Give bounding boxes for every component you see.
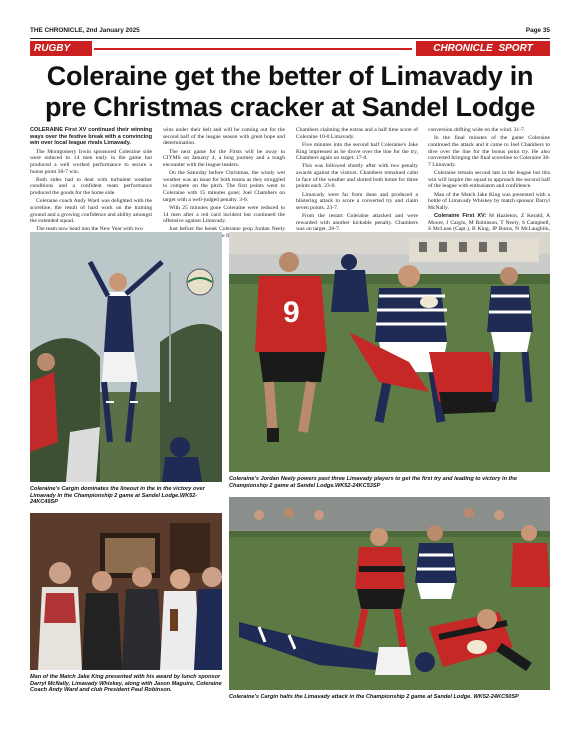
lineup-text: M Hazleton, Z Kerald, A Moore, J Cargin, M Robinson, T Neely, S Campbell, S McLean (Capt.), B King, JP Burns, N McLaughlin, (428, 213, 551, 233)
article-column-2 (163, 127, 285, 241)
section-line (94, 48, 412, 50)
article-column-3 (296, 127, 418, 249)
article-paragraph: Coleraine coach Andy Ward was delighted with the scoreline, the result of hard work on the training ground and a growing confidence and ability amongst the extended squad. (30, 198, 152, 225)
article-paragraph: Chambers claiming the extras and a half time score of Coleraine 10-0 Limavady. (296, 127, 418, 140)
article-column-1 (30, 127, 152, 235)
article-paragraph: Both sides had to deal with turbulent weather conditions and a confident team performance produced the goods for the home side. (30, 176, 152, 197)
article-paragraph: wins under their belt and will be coming out for the second half of the league season with great hope and determination. (163, 127, 285, 147)
brand-sub: SPORT (498, 43, 533, 54)
article-paragraph: On the Saturday before Christmas, the windy wet weather was an issue for both teams as they struggled to compete on the pitch. The first points went to Coleraine with 15 minutes gone; Joel Chambers on target with a well-judged penalty. 3-0. (163, 170, 285, 203)
page-number: Page 35 (525, 27, 550, 34)
jersey-number: 9 (283, 296, 300, 329)
article-paragraph: The next game for the Firsts will be away to CIYMS on January 4, a long journey and a tough encounter with the league leaders. (163, 148, 285, 168)
brand-badge (416, 41, 550, 56)
article-paragraph: Just before the break Coleraine prop Jordan Neely (169, 226, 285, 233)
headline-line-1: Coleraine get the better of Limavady in (46, 61, 534, 91)
article-paragraph: Limavady were far from done and produced a blistering attack to score a converted try and claim seven points. 23-7. (296, 191, 418, 211)
photo-try-run-caption: Coleraine's Jordan Neely powers past three Limavady players to get the first try and leading to victory in the Championship 2 game at Sandel Lodge.WK52-24KC53SP (229, 476, 517, 489)
photo-presentation (30, 513, 222, 670)
photo-lineout-caption: Coleraine's Cargin dominates the lineout in the in the victory over Limavady in the Championship 2 game at Sandel Lodge.WK52-24KC49SP (30, 486, 205, 506)
article-paragraph: With 25 minutes gone Coleraine were reduced to 14 men after a red card incident but continued the offensive against Limavady. (163, 204, 285, 225)
photo-tackle (229, 497, 550, 690)
article-paragraph: The team now head into the New Year with two (36, 226, 143, 233)
photo-presentation-caption: Man of the Match Jake King presented with his award by lunch sponsor Darryl McNally, Limavady Whiskey, along with Jason Maguire, Coleraine Coach Andy Ward and club President Paul Robinson. (30, 674, 222, 694)
photo-try-run (229, 232, 550, 472)
article-paragraph: Coleraine remain second last in the league but this win will inspire the squad to approach the second half of the league with enthusiasm and confidence. (428, 170, 550, 190)
article-paragraph: The Montgomery Irwin sponsored Coleraine side were reduced to 14 men early in the game but produced a well worked performance to secure a bonus point 38-7 win. (30, 148, 152, 175)
article-lede: COLERAINE First XV continued their winning ways over the festive break with a convincing win over local league rivals Limavady. (30, 127, 152, 147)
publication-line: THE CHRONICLE, 2nd January 2025 (30, 27, 140, 34)
photo-tackle-caption: Coleraine's Cargin halts the Limavady attack in the Championship 2 game at Sandel Lodge. WK52-24KC50SP (229, 694, 519, 700)
section-tag: RUGBY (30, 41, 92, 56)
article-paragraph: Man of the Match Jake King was presented with a bottle of Limavady Whiskey by match sponsor Darryl McNally. (428, 191, 550, 211)
lineup-label: Coleraine First XV: (434, 213, 487, 219)
article-column-4 (428, 127, 550, 249)
article-paragraph: In the final minutes of the game Coleraine continued the attack and it came to Joel Chambers to dive over the line for the bonus point try. He also converted bringing the final scoreline to Coleraine 38-7 Limavady. (428, 135, 550, 168)
photo-lineout (30, 232, 222, 482)
article-paragraph: conversion drifting wide on the wind. 31-7. (428, 127, 526, 133)
header-rule (30, 38, 550, 39)
brand-main: CHRONICLE (433, 43, 493, 54)
article-paragraph: Five minutes into the second half Coleraine's Jake King impressed as he drove over the line for the try, Chambers again on target. 17-0. (296, 141, 418, 162)
headline-line-2: pre Christmas cracker at Sandel Lodge (44, 92, 536, 122)
article-paragraph: From the restart Coleraine attacked and were rewarded with another kickable penalty. Chambers was on target. 26-7. (296, 213, 418, 233)
headline (30, 61, 550, 123)
article-paragraph: This was followed shortly after with two penalty awards against the visitors. Chambers remained calm in face of the weather and slotted both home for three points each. 23-0. (296, 163, 418, 190)
section-bar (30, 41, 550, 56)
